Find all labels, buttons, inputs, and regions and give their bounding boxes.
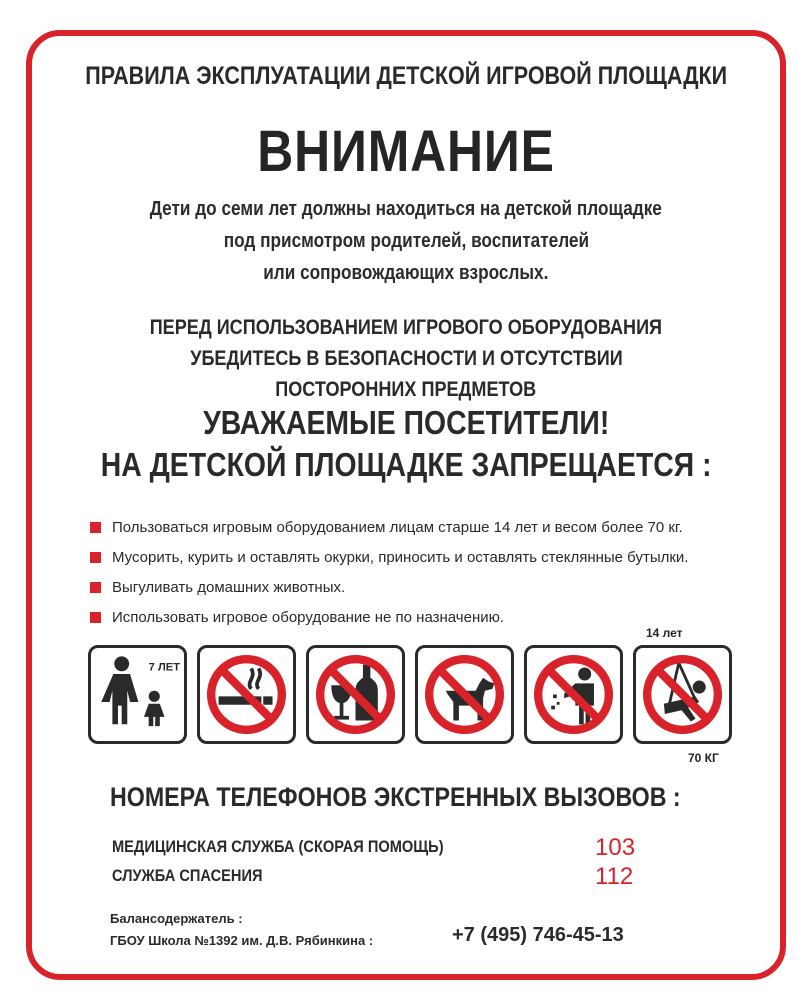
bullet-icon <box>90 612 101 623</box>
swing-age-label: 14 лет <box>646 626 683 640</box>
bullet-icon <box>90 552 101 563</box>
owner-label: Балансодержатель : <box>110 911 243 926</box>
intro-text: Дети до семи лет должны находиться на детской площадке под присмотром родителей, воспитателей или сопровождающих взрослых. <box>149 198 663 284</box>
no-swing-overage-icon <box>633 645 732 744</box>
list-item: Выгуливать домашних животных. <box>90 572 750 602</box>
no-alcohol-icon <box>306 645 405 744</box>
before-use-text: ПЕРЕД ИСПОЛЬЗОВАНИЕМ ИГРОВОГО ОБОРУДОВАНИЯ УБЕДИТЕСЬ В БЕЗОПАСНОСТИ И ОТСУТСТВИИ ПОСТОРОННИХ ПРЕДМЕТОВ <box>149 316 663 401</box>
adult-child-icon <box>88 645 187 744</box>
service-number-rescue: 112 <box>595 863 634 890</box>
no-smoking-icon <box>197 645 296 744</box>
list-item: Использовать игровое оборудование не по назначению. <box>90 602 750 632</box>
no-littering-icon <box>524 645 623 744</box>
attention-heading: ВНИМАНИЕ <box>257 119 555 184</box>
forbidden-heading: НА ДЕТСКОЙ ПЛОЩАДКЕ ЗАПРЕЩАЕТСЯ : <box>100 446 712 483</box>
pictogram-row <box>88 645 728 750</box>
swing-weight-label: 70 КГ <box>688 751 719 765</box>
service-number-medical: 103 <box>595 834 636 861</box>
bullet-icon <box>90 522 101 533</box>
service-name-rescue: СЛУЖБА СПАСЕНИЯ <box>112 866 263 885</box>
list-item: Пользоваться игровым оборудованием лицам старше 14 лет и весом более 70 кг. <box>90 512 750 542</box>
list-item: Мусорить, курить и оставлять окурки, приносить и оставлять стеклянные бутылки. <box>90 542 750 572</box>
owner-name: ГБОУ Школа №1392 им. Д.В. Рябинкина : <box>110 933 374 948</box>
owner-phone: +7 (495) 746-45-13 <box>452 924 624 946</box>
no-dogs-icon <box>415 645 514 744</box>
rules-title: ПРАВИЛА ЭКСПЛУАТАЦИИ ДЕТСКОЙ ИГРОВОЙ ПЛОЩАДКИ <box>85 62 727 90</box>
emergency-title: НОМЕРА ТЕЛЕФОНОВ ЭКСТРЕННЫХ ВЫЗОВОВ : <box>110 782 681 812</box>
visitors-heading: УВАЖАЕМЫЕ ПОСЕТИТЕЛИ! <box>202 404 610 441</box>
service-name-medical: МЕДИЦИНСКАЯ СЛУЖБА (СКОРАЯ ПОМОЩЬ) <box>112 837 444 856</box>
bullet-icon <box>90 582 101 593</box>
svg-text:7 ЛЕТ: 7 ЛЕТ <box>148 661 181 674</box>
rules-list <box>90 512 750 632</box>
